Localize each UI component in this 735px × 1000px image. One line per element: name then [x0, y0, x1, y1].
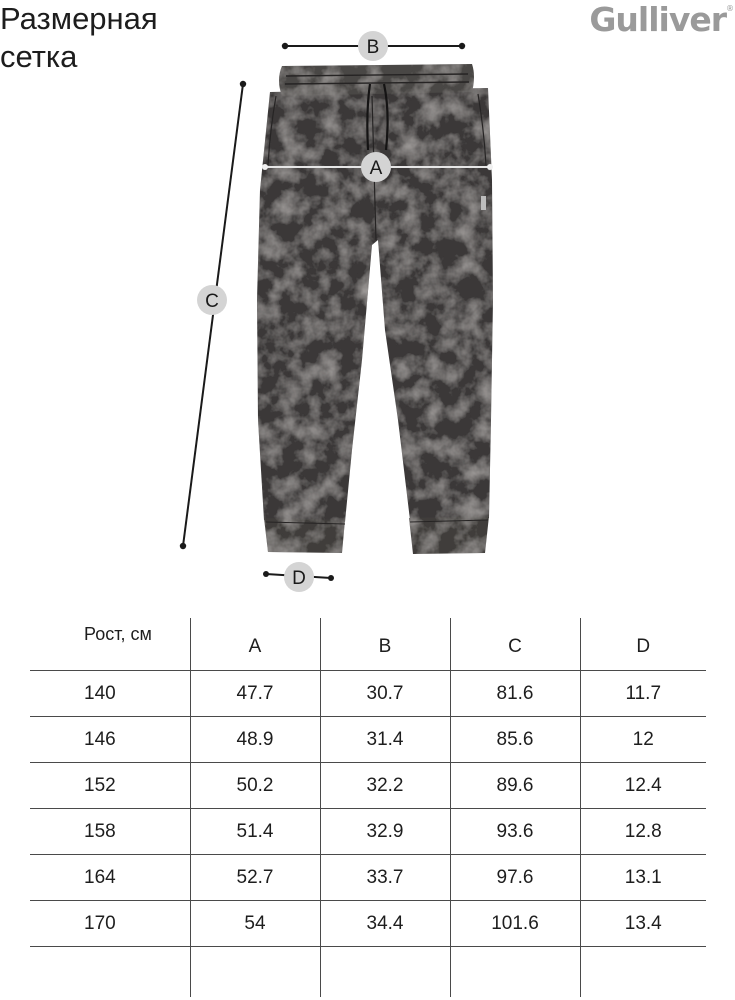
title-line-2: сетка: [0, 39, 78, 74]
cell-b: 32.9: [320, 809, 450, 855]
cell-height: 158: [30, 809, 190, 855]
cell-c: 93.6: [450, 809, 580, 855]
title-line-1: Размерная: [0, 1, 158, 36]
header-c: C: [450, 618, 580, 671]
cell-d: 13.1: [580, 855, 706, 901]
side-tag: [481, 196, 486, 210]
cell-a: 52.7: [190, 855, 320, 901]
blank-cell: [30, 947, 190, 998]
pants-illustration: [257, 64, 493, 554]
table-blank-row: [30, 947, 706, 998]
table-header-row: [30, 618, 706, 671]
cell-a: 48.9: [190, 717, 320, 763]
size-table: [30, 618, 706, 997]
header-d: D: [580, 618, 706, 671]
table-row: [30, 763, 706, 809]
measure-c: [180, 81, 246, 549]
table-row: [30, 671, 706, 717]
cell-d: 12.4: [580, 763, 706, 809]
cell-b: 33.7: [320, 855, 450, 901]
cell-d: 12.8: [580, 809, 706, 855]
cell-height: 140: [30, 671, 190, 717]
table-row: [30, 855, 706, 901]
cell-b: 34.4: [320, 901, 450, 947]
cell-c: 81.6: [450, 671, 580, 717]
marker-b-label: B: [366, 37, 380, 58]
blank-cell: [450, 947, 580, 998]
cell-b: 31.4: [320, 717, 450, 763]
cell-height: 152: [30, 763, 190, 809]
blank-cell: [320, 947, 450, 998]
cell-height: 164: [30, 855, 190, 901]
registered-mark: ®: [726, 4, 733, 13]
table-row: [30, 717, 706, 763]
cell-c: 85.6: [450, 717, 580, 763]
cell-d: 12: [580, 717, 706, 763]
cell-a: 50.2: [190, 763, 320, 809]
measure-d: [263, 562, 334, 592]
cell-a: 47.7: [190, 671, 320, 717]
pants-waistband: [279, 64, 474, 96]
cell-a: 54: [190, 901, 320, 947]
cell-d: 13.4: [580, 901, 706, 947]
blank-cell: [190, 947, 320, 998]
cell-d: 11.7: [580, 671, 706, 717]
cell-c: 97.6: [450, 855, 580, 901]
blank-cell: [580, 947, 706, 998]
measure-b: [282, 31, 465, 61]
cell-b: 30.7: [320, 671, 450, 717]
header-a: A: [190, 618, 320, 671]
cell-a: 51.4: [190, 809, 320, 855]
brand-name: Gulliver: [589, 0, 726, 39]
cell-c: 101.6: [450, 901, 580, 947]
header-b: B: [320, 618, 450, 671]
cell-c: 89.6: [450, 763, 580, 809]
header-height: Рост, см: [30, 618, 190, 671]
table-row: [30, 901, 706, 947]
cell-height: 170: [30, 901, 190, 947]
cell-height: 146: [30, 717, 190, 763]
marker-c-label: C: [205, 291, 219, 312]
table-row: [30, 809, 706, 855]
cell-b: 32.2: [320, 763, 450, 809]
marker-d-label: D: [292, 568, 306, 589]
marker-a-label: A: [369, 158, 383, 179]
